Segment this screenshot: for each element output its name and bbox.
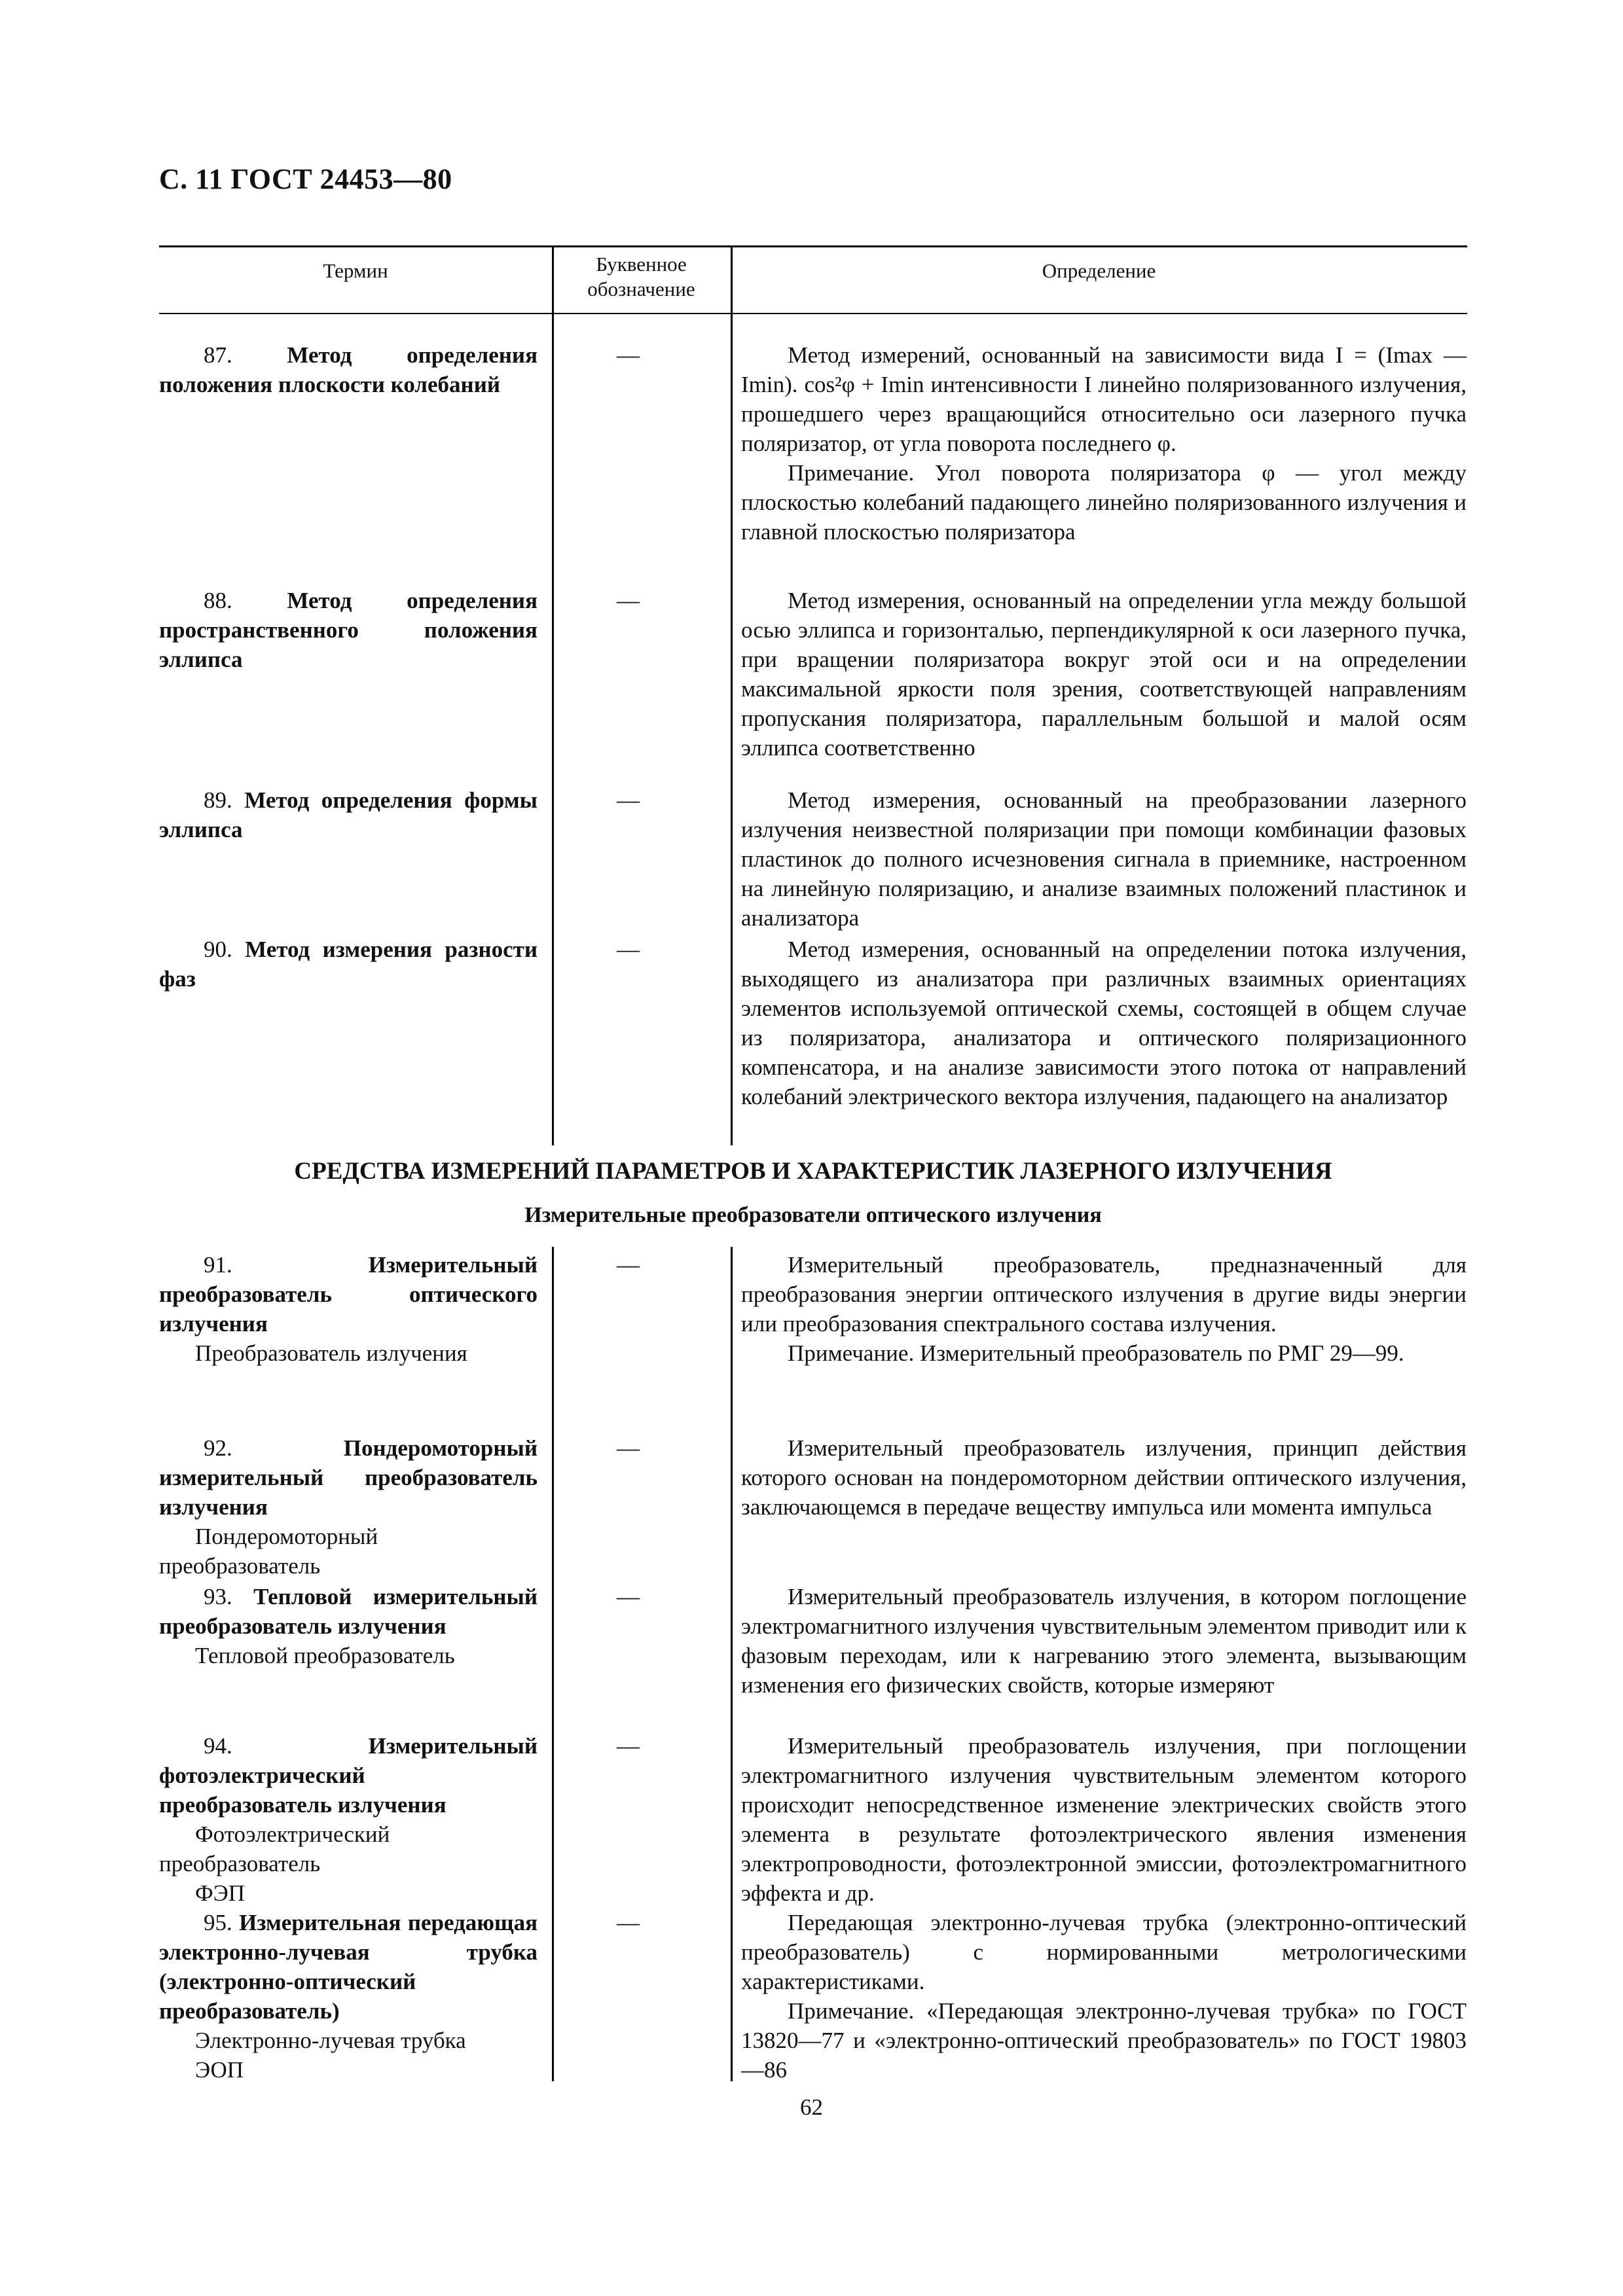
table-header-rule	[159, 313, 1467, 314]
definition-paragraph: Передающая электронно-лучевая трубка (электронно-оптический преобразователь) с нормированными метрологическими характеристиками.	[741, 1910, 1467, 1994]
column-divider	[552, 245, 554, 1145]
symbol-dash: —	[617, 588, 640, 613]
definition-paragraph: Измерительный преобразователь, предназначенный для преобразования энергии оптического излучения в другие виды энергии или преобразования спектрального состава излучения.	[741, 1252, 1467, 1336]
term-main: 94. Измерительный фотоэлектрический преобразователь излучения	[159, 1733, 538, 1818]
term-88: 88. Метод определения пространственного положения эллипса	[159, 588, 538, 672]
definition-95	[741, 1908, 1467, 2085]
subsection-title: Измерительные преобразователи оптического излучения	[524, 1203, 1102, 1227]
term-abbreviation: ЭОП	[195, 2057, 244, 2083]
page-header: С. 11 ГОСТ 24453—80	[159, 163, 452, 195]
definition-87	[741, 340, 1467, 547]
term-89: 89. Метод определения формы эллипса	[159, 787, 538, 842]
term-90: 90. Метод измерения разности фаз	[159, 937, 538, 992]
term-synonym: Тепловой преобразователь	[195, 1643, 455, 1668]
definition-91	[741, 1250, 1467, 1368]
page-number: 62	[800, 2094, 823, 2120]
definition-note: Примечание. «Передающая электронно-лучевая трубка» по ГОСТ 13820—77 и «электронно-оптический преобразователь» по ГОСТ 19803—86	[741, 1998, 1467, 2083]
definition-paragraph: Метод измерения, основанный на преобразовании лазерного излучения неизвестной поляризации при помощи комбинации фазовых пластинок до полного исчезновения сигнала в приемнике, настроенном на линейную поляризацию, и анализе взаимных положений пластинок и анализатора	[741, 787, 1467, 931]
section-title: СРЕДСТВА ИЗМЕРЕНИЙ ПАРАМЕТРОВ И ХАРАКТЕРИСТИК ЛАЗЕРНОГО ИЗЛУЧЕНИЯ	[294, 1158, 1332, 1185]
term-94	[159, 1731, 538, 1908]
definition-paragraph: Метод измерения, основанный на определении угла между большой осью эллипса и горизонталью, перпендикулярной к оси лазерного пучка, при вращении поляризатора вокруг этой оси и на определении максимальной яркости поля зрения, соответствующей направлениям пропускания поляризатора, параллельным большой и малой осям эллипса соответственно	[741, 588, 1467, 761]
column-header-symbol-line2: обозначение	[587, 278, 695, 300]
term-95	[159, 1908, 538, 2085]
definition-paragraph: Измерительный преобразователь излучения, при поглощении электромагнитного излучения чувствительным элементом которого происходит непосредственное изменение электрических свойств этого элемента в результате фотоэлектрического явления изменения электропроводности, фотоэлектронной эмиссии, фотоэлектромагнитного эффекта и др.	[741, 1733, 1467, 1906]
term-main: 93. Тепловой измерительный преобразователь излучения	[159, 1584, 538, 1639]
term-abbreviation: ФЭП	[195, 1880, 246, 1906]
term-synonym: Пондеромоторный преобразователь	[159, 1524, 378, 1579]
symbol-dash: —	[617, 1584, 640, 1609]
term-87: 87. Метод определения положения плоскости колебаний	[159, 342, 538, 397]
column-divider	[731, 1247, 733, 2081]
definition-88	[741, 586, 1467, 762]
column-divider	[731, 245, 733, 1145]
term-main: 91. Измерительный преобразователь оптического излучения	[159, 1252, 538, 1336]
definition-92	[741, 1433, 1467, 1522]
term-main: 95. Измерительная передающая электронно-лучевая трубка (электронно-оптический преобразователь)	[159, 1910, 538, 2024]
symbol-dash: —	[617, 937, 640, 962]
column-divider	[552, 1247, 554, 2081]
table-top-rule	[159, 245, 1467, 247]
definition-paragraph: Метод измерения, основанный на определении потока излучения, выходящего из анализатора при различных взаимных ориентациях элементов используемой оптической схемы, состоящей в общем случае из поляризатора, анализатора и оптического поляризационного компенсатора, и на анализе зависимости этого потока от направлений колебаний электрического вектора излучения, падающего на анализатор	[741, 937, 1467, 1109]
term-main: 92. Пондеромоторный измерительный преобразователь излучения	[159, 1435, 538, 1520]
definition-89	[741, 785, 1467, 933]
symbol-dash: —	[617, 342, 640, 368]
symbol-dash: —	[617, 1435, 640, 1461]
definition-paragraph: Измерительный преобразователь излучения, принцип действия которого основан на пондеромоторном действии оптического излучения, заключающемся в передаче веществу импульса или момента импульса	[741, 1435, 1467, 1520]
definition-paragraph: Метод измерений, основанный на зависимости вида I = (Imax — Imin). cos²φ + Imin интенсивности I линейно поляризованного излучения, прошедшего через вращающийся относительно оси лазерного пучка поляризатор, от угла поворота последнего φ.	[741, 342, 1467, 456]
term-93	[159, 1582, 538, 1670]
term-synonym: Электронно-лучевая трубка	[195, 2028, 466, 2053]
definition-94	[741, 1731, 1467, 1908]
definition-93	[741, 1582, 1467, 1700]
term-91	[159, 1250, 538, 1368]
definition-paragraph: Измерительный преобразователь излучения, в котором поглощение электромагнитного излучения чувствительным элементом приводит или к фазовым переходам, или к нагреванию этого элемента, вызывающим изменения его физических свойств, которые измеряют	[741, 1584, 1467, 1698]
column-header-symbol-line1: Буквенное	[596, 253, 687, 276]
definition-note: Примечание. Угол поворота поляризатора φ — угол между плоскостью колебаний падающего линейно поляризованного излучения и главной плоскостью поляризатора	[741, 460, 1467, 545]
column-header-term: Термин	[323, 259, 388, 282]
definition-90	[741, 935, 1467, 1111]
symbol-dash: —	[617, 1252, 640, 1278]
term-92	[159, 1433, 538, 1581]
symbol-dash: —	[617, 1910, 640, 1935]
column-header-symbol	[552, 252, 731, 302]
term-synonym: Фотоэлектрический преобразователь	[159, 1821, 390, 1876]
column-header-definition: Определение	[1042, 259, 1156, 282]
definition-note: Примечание. Измерительный преобразователь по РМГ 29—99.	[788, 1340, 1404, 1366]
symbol-dash: —	[617, 787, 640, 813]
term-synonym: Преобразователь излучения	[195, 1340, 467, 1366]
symbol-dash: —	[617, 1733, 640, 1759]
